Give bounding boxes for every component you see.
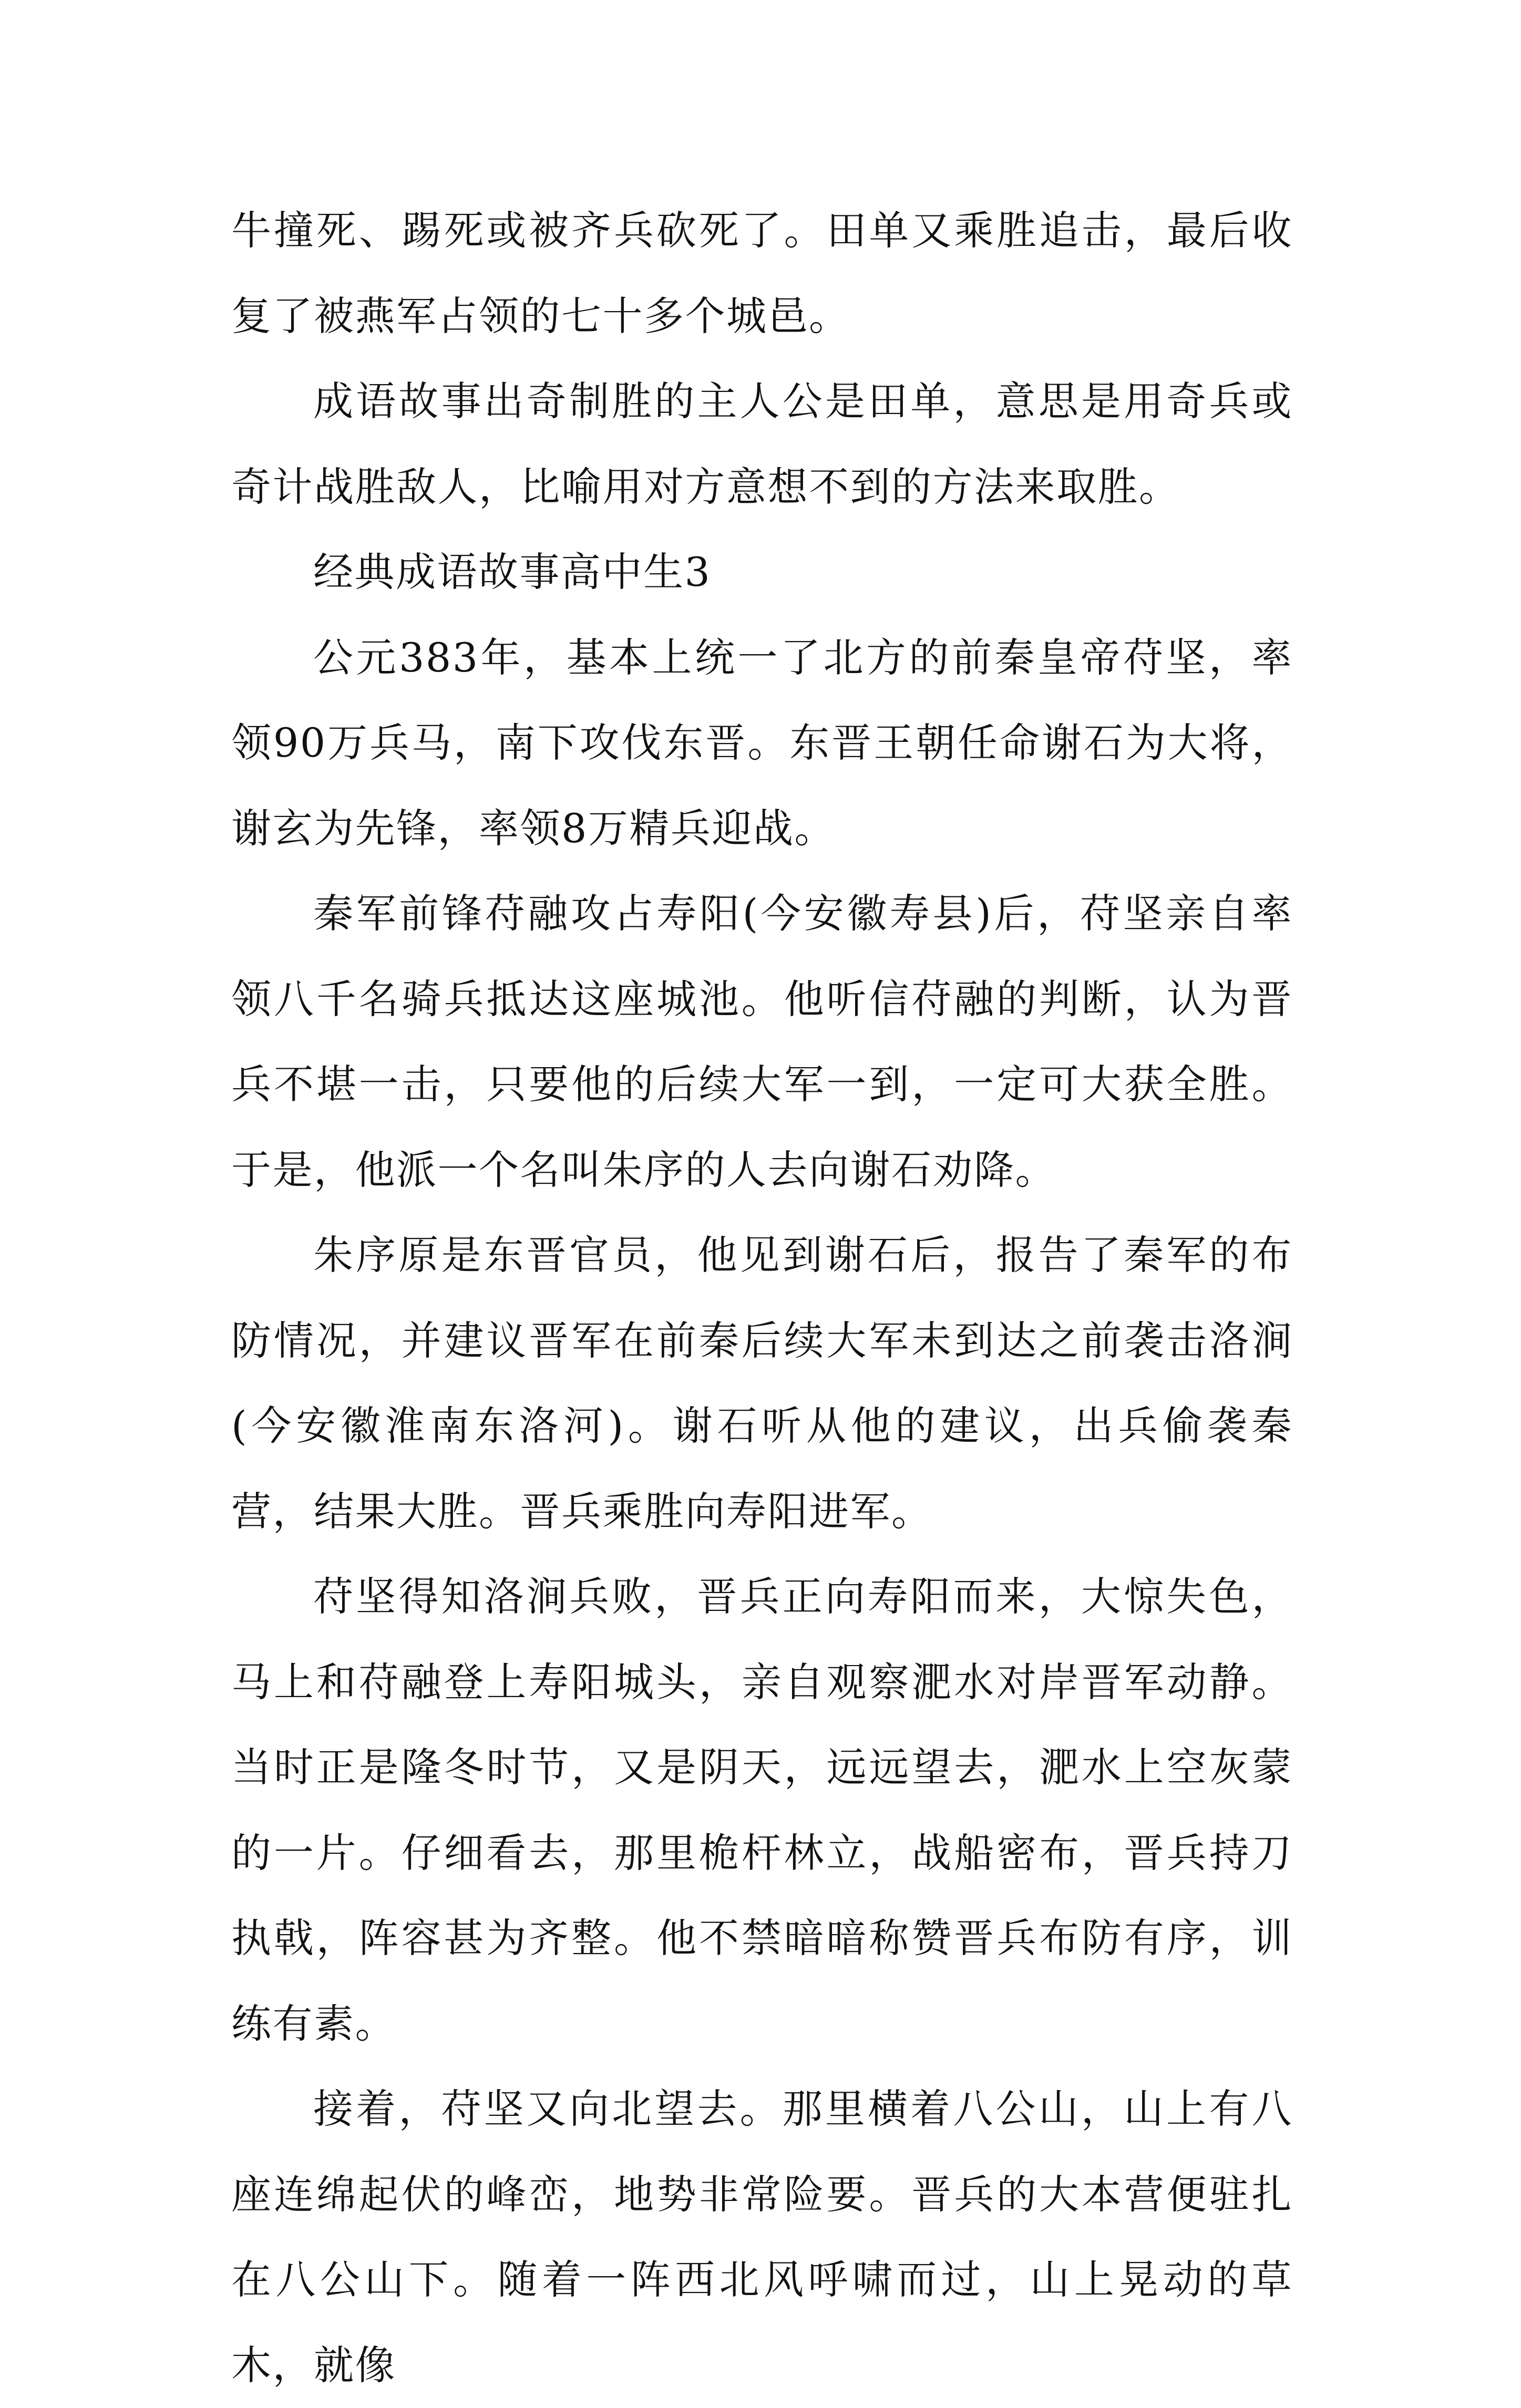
- paragraph: 成语故事出奇制胜的主人公是田单，意思是用奇兵或奇计战胜敌人，比喻用对方意想不到的方法来取胜。: [231, 378, 1293, 510]
- paragraph: 苻坚得知洛涧兵败，晋兵正向寿阳而来，大惊失色，马上和苻融登上寿阳城头，亲自观察淝水对岸晋军动静。当时正是隆冬时节，又是阴天，远远望去，淝水上空灰蒙的一片。仔细看去，那里桅杆林立，战船密布，晋兵持刀执戟，阵容甚为齐整。他不禁暗暗称赞晋兵布防有序，训练有素。: [231, 1573, 1293, 2047]
- paragraph: 接着，苻坚又向北望去。那里横着八公山，山上有八座连绵起伏的峰峦，地势非常险要。晋兵的大本营便驻扎在八公山下。随着一阵西北风呼啸而过，山上晃动的草木，就像: [231, 2085, 1293, 2389]
- paragraph: 公元383年，基本上统一了北方的前秦皇帝苻坚，率领90万兵马，南下攻伐东晋。东晋王朝任命谢石为大将，谢玄为先锋，率领8万精兵迎战。: [231, 634, 1293, 852]
- paragraph-continued: 牛撞死、踢死或被齐兵砍死了。田单又乘胜追击，最后收复了被燕军占领的七十多个城邑。: [231, 207, 1293, 339]
- paragraph: 秦军前锋苻融攻占寿阳(今安徽寿县)后，苻坚亲自率领八千名骑兵抵达这座城池。他听信苻融的判断，认为晋兵不堪一击，只要他的后续大军一到，一定可大获全胜。于是，他派一个名叫朱序的人去向谢石劝降。: [231, 890, 1293, 1193]
- paragraph: 朱序原是东晋官员，他见到谢石后，报告了秦军的布防情况，并建议晋军在前秦后续大军未到达之前袭击洛涧(今安徽淮南东洛河)。谢石听从他的建议，出兵偷袭秦营，结果大胜。晋兵乘胜向寿阳进军。: [231, 1232, 1293, 1535]
- document-body: [231, 188, 1293, 2408]
- section-heading: 经典成语故事高中生3: [313, 549, 712, 595]
